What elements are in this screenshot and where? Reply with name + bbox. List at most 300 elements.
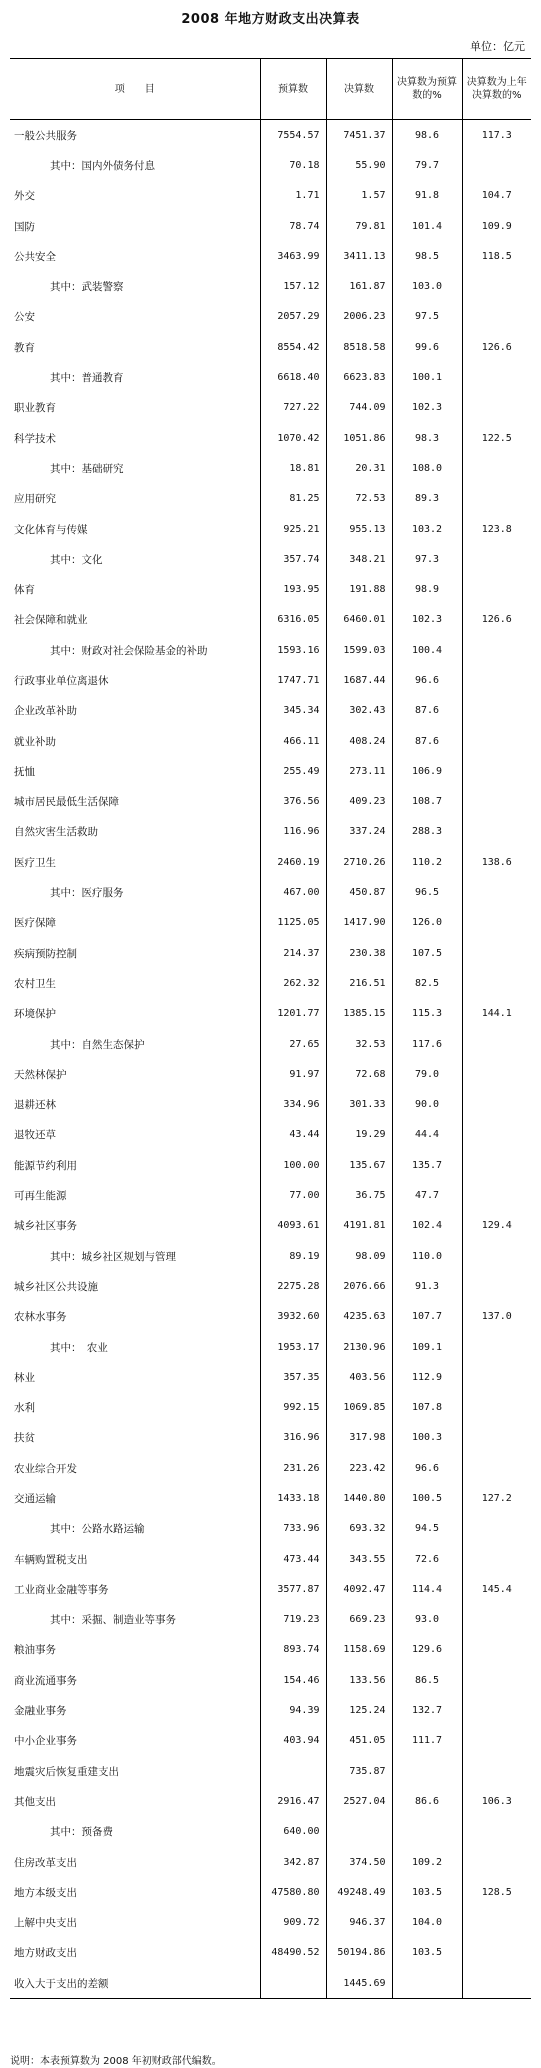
- row-ratio-prev: [462, 1029, 531, 1059]
- row-final-value: 317.98: [326, 1423, 392, 1453]
- table-row: [10, 635, 531, 665]
- table-row: [10, 514, 531, 544]
- row-budget-value: 214.37: [260, 938, 326, 968]
- row-final-value: 343.55: [326, 1544, 392, 1574]
- row-ratio-budget: 108.0: [392, 453, 462, 483]
- row-budget-value: 255.49: [260, 756, 326, 786]
- row-item-label: 能源节约利用: [14, 1159, 77, 1172]
- row-final-value: 337.24: [326, 817, 392, 847]
- row-final-value: 744.09: [326, 393, 392, 423]
- row-final-value: 1.57: [326, 181, 392, 211]
- row-final-value: 32.53: [326, 1029, 392, 1059]
- row-ratio-budget: 288.3: [392, 817, 462, 847]
- row-budget-value: 473.44: [260, 1544, 326, 1574]
- row-item-label: 其中：基础研究: [50, 462, 124, 475]
- table-row: [10, 271, 531, 301]
- row-final-value: 230.38: [326, 938, 392, 968]
- row-ratio-budget: 117.6: [392, 1029, 462, 1059]
- row-final-value: 301.33: [326, 1090, 392, 1120]
- row-ratio-prev: [462, 1938, 531, 1968]
- table-row: [10, 1726, 531, 1756]
- row-ratio-prev: [462, 665, 531, 695]
- row-ratio-prev: [462, 1180, 531, 1210]
- row-ratio-budget: 96.6: [392, 665, 462, 695]
- row-ratio-budget: 103.5: [392, 1877, 462, 1907]
- row-budget-value: 909.72: [260, 1908, 326, 1938]
- header-budget: 预算数: [260, 59, 326, 120]
- row-ratio-budget: 89.3: [392, 484, 462, 514]
- row-budget-value: 3463.99: [260, 241, 326, 271]
- table-row: [10, 1483, 531, 1513]
- row-ratio-budget: 107.5: [392, 938, 462, 968]
- row-item-label: 医疗卫生: [14, 856, 56, 869]
- row-ratio-budget: 129.6: [392, 1635, 462, 1665]
- row-ratio-prev: [462, 484, 531, 514]
- row-final-value: 955.13: [326, 514, 392, 544]
- row-ratio-prev: [462, 453, 531, 483]
- table-row: [10, 1271, 531, 1301]
- row-item-label: 自然灾害生活救助: [14, 826, 98, 839]
- row-ratio-prev: [462, 1241, 531, 1271]
- row-item-label: 城市居民最低生活保障: [14, 796, 119, 809]
- row-ratio-budget: [392, 1817, 462, 1847]
- row-ratio-prev: [462, 726, 531, 756]
- row-budget-value: 94.39: [260, 1695, 326, 1725]
- row-budget-value: 342.87: [260, 1847, 326, 1877]
- row-final-value: 161.87: [326, 271, 392, 301]
- table-row: [10, 605, 531, 635]
- row-budget-value: 77.00: [260, 1180, 326, 1210]
- row-ratio-prev: [462, 1544, 531, 1574]
- row-ratio-prev: 126.6: [462, 605, 531, 635]
- table-row: [10, 1150, 531, 1180]
- row-ratio-prev: [462, 362, 531, 392]
- table-row: [10, 1574, 531, 1604]
- row-item-label: 抚恤: [14, 765, 35, 778]
- row-item-label: 城乡社区事务: [14, 1220, 77, 1233]
- table-row: [10, 1938, 531, 1968]
- row-item-label: 地方本级支出: [14, 1886, 77, 1899]
- row-ratio-budget: 126.0: [392, 908, 462, 938]
- table-row: [10, 1029, 531, 1059]
- row-item-label: 其中：公路水路运输: [50, 1523, 145, 1536]
- row-final-value: 133.56: [326, 1665, 392, 1695]
- table-header-row: [10, 59, 531, 120]
- row-budget-value: 1125.05: [260, 908, 326, 938]
- table-row: [10, 302, 531, 332]
- table-row: [10, 1908, 531, 1938]
- row-ratio-prev: 144.1: [462, 999, 531, 1029]
- row-ratio-budget: 98.3: [392, 423, 462, 453]
- row-budget-value: 4093.61: [260, 1211, 326, 1241]
- table-row: [10, 1544, 531, 1574]
- row-item-label: 交通运输: [14, 1493, 56, 1505]
- row-ratio-prev: [462, 968, 531, 998]
- row-ratio-budget: 100.3: [392, 1423, 462, 1453]
- row-budget-value: 893.74: [260, 1635, 326, 1665]
- row-final-value: 451.05: [326, 1726, 392, 1756]
- row-ratio-prev: [462, 1908, 531, 1938]
- header-item: 项 目: [10, 59, 260, 120]
- row-budget-value: 2275.28: [260, 1271, 326, 1301]
- row-budget-value: 376.56: [260, 787, 326, 817]
- expenditure-table: [10, 58, 531, 1999]
- row-ratio-budget: 79.7: [392, 150, 462, 180]
- row-item-label: 地方财政支出: [14, 1947, 77, 1960]
- row-final-value: 4235.63: [326, 1302, 392, 1332]
- table-row: [10, 181, 531, 211]
- row-budget-value: 262.32: [260, 968, 326, 998]
- table-row: [10, 877, 531, 907]
- row-budget-value: 47580.80: [260, 1877, 326, 1907]
- row-ratio-budget: 111.7: [392, 1726, 462, 1756]
- row-ratio-budget: 110.2: [392, 847, 462, 877]
- row-ratio-budget: 44.4: [392, 1120, 462, 1150]
- row-budget-value: [260, 1968, 326, 1999]
- row-item-label: 中小企业事务: [14, 1735, 77, 1748]
- row-ratio-prev: 109.9: [462, 211, 531, 241]
- row-ratio-budget: 98.5: [392, 241, 462, 271]
- row-item-label: 其中：预备费: [50, 1826, 113, 1839]
- row-item-label: 教育: [14, 341, 35, 354]
- table-row: [10, 1211, 531, 1241]
- row-budget-value: 91.97: [260, 1059, 326, 1089]
- row-ratio-prev: 118.5: [462, 241, 531, 271]
- row-item-label: 工业商业金融等事务: [14, 1583, 109, 1596]
- row-budget-value: 1747.71: [260, 665, 326, 695]
- row-ratio-budget: [392, 1968, 462, 1999]
- row-final-value: 7451.37: [326, 120, 392, 151]
- row-item-label: 水利: [14, 1402, 35, 1415]
- row-ratio-budget: 79.0: [392, 1059, 462, 1089]
- row-item-label: 职业教育: [14, 402, 56, 415]
- row-budget-value: 193.95: [260, 574, 326, 604]
- row-item-label: 环境保护: [14, 1008, 56, 1021]
- row-final-value: 2130.96: [326, 1332, 392, 1362]
- table-row: [10, 1362, 531, 1392]
- row-item-label: 公共安全: [14, 250, 56, 263]
- table-row: [10, 332, 531, 362]
- row-item-label: 林业: [14, 1371, 35, 1384]
- row-final-value: 1417.90: [326, 908, 392, 938]
- table-row: [10, 1695, 531, 1725]
- row-ratio-budget: 107.8: [392, 1392, 462, 1422]
- row-final-value: 72.53: [326, 484, 392, 514]
- row-item-label: 外交: [14, 190, 35, 203]
- row-ratio-budget: 97.3: [392, 544, 462, 574]
- row-ratio-budget: 93.0: [392, 1605, 462, 1635]
- row-budget-value: 733.96: [260, 1514, 326, 1544]
- table-row: [10, 817, 531, 847]
- row-final-value: 669.23: [326, 1605, 392, 1635]
- row-budget-value: 231.26: [260, 1453, 326, 1483]
- row-final-value: 125.24: [326, 1695, 392, 1725]
- row-ratio-prev: 145.4: [462, 1574, 531, 1604]
- row-item-label: 商业流通事务: [14, 1674, 77, 1687]
- row-ratio-prev: 128.5: [462, 1877, 531, 1907]
- row-final-value: 6460.01: [326, 605, 392, 635]
- row-ratio-prev: 122.5: [462, 423, 531, 453]
- row-ratio-budget: 100.4: [392, 635, 462, 665]
- row-ratio-budget: 101.4: [392, 211, 462, 241]
- row-ratio-prev: [462, 1059, 531, 1089]
- row-ratio-budget: 97.5: [392, 302, 462, 332]
- row-ratio-prev: 129.4: [462, 1211, 531, 1241]
- row-ratio-budget: 90.0: [392, 1090, 462, 1120]
- row-ratio-prev: [462, 1090, 531, 1120]
- row-item-label: 住房改革支出: [14, 1856, 77, 1869]
- row-item-label: 粮油事务: [14, 1644, 56, 1657]
- row-ratio-prev: [462, 1514, 531, 1544]
- row-ratio-budget: 102.4: [392, 1211, 462, 1241]
- row-final-value: 4092.47: [326, 1574, 392, 1604]
- row-final-value: 403.56: [326, 1362, 392, 1392]
- table-row: [10, 1392, 531, 1422]
- row-ratio-budget: 100.5: [392, 1483, 462, 1513]
- table-row: [10, 665, 531, 695]
- table-row: [10, 1120, 531, 1150]
- row-item-label: 其中：城乡社区规划与管理: [50, 1250, 176, 1263]
- table-row: [10, 696, 531, 726]
- row-item-label: 其中：自然生态保护: [50, 1038, 145, 1051]
- row-ratio-prev: [462, 696, 531, 726]
- row-budget-value: [260, 1756, 326, 1786]
- row-budget-value: 334.96: [260, 1090, 326, 1120]
- table-row: [10, 423, 531, 453]
- row-item-label: 一般公共服务: [14, 129, 77, 142]
- header-ratio-prev: 决算数为上年决算数的%: [462, 59, 531, 120]
- row-ratio-prev: [462, 1847, 531, 1877]
- table-row: [10, 211, 531, 241]
- row-ratio-prev: [462, 150, 531, 180]
- row-ratio-budget: 86.6: [392, 1786, 462, 1816]
- row-final-value: 1385.15: [326, 999, 392, 1029]
- row-budget-value: 2057.29: [260, 302, 326, 332]
- row-item-label: 企业改革补助: [14, 705, 77, 718]
- row-final-value: 98.09: [326, 1241, 392, 1271]
- row-item-label: 其中：国内外债务付息: [50, 159, 155, 172]
- table-row: [10, 1877, 531, 1907]
- row-ratio-prev: [462, 635, 531, 665]
- row-ratio-prev: [462, 1817, 531, 1847]
- table-row: [10, 574, 531, 604]
- row-budget-value: 18.81: [260, 453, 326, 483]
- table-row: [10, 484, 531, 514]
- row-ratio-prev: [462, 1695, 531, 1725]
- row-item-label: 体育: [14, 584, 35, 597]
- row-final-value: 1158.69: [326, 1635, 392, 1665]
- row-budget-value: 357.74: [260, 544, 326, 574]
- table-row: [10, 1756, 531, 1786]
- row-ratio-prev: [462, 1271, 531, 1301]
- table-row: [10, 120, 531, 151]
- row-ratio-prev: [462, 1453, 531, 1483]
- row-ratio-budget: 94.5: [392, 1514, 462, 1544]
- row-item-label: 其中：财政对社会保险基金的补助: [50, 644, 208, 657]
- row-budget-value: 116.96: [260, 817, 326, 847]
- row-ratio-budget: 82.5: [392, 968, 462, 998]
- row-final-value: 19.29: [326, 1120, 392, 1150]
- row-final-value: 450.87: [326, 877, 392, 907]
- row-ratio-prev: [462, 1423, 531, 1453]
- table-row: [10, 362, 531, 392]
- row-final-value: 735.87: [326, 1756, 392, 1786]
- row-ratio-budget: 110.0: [392, 1241, 462, 1271]
- row-ratio-budget: 115.3: [392, 999, 462, 1029]
- row-budget-value: 157.12: [260, 271, 326, 301]
- row-final-value: 4191.81: [326, 1211, 392, 1241]
- row-budget-value: 1433.18: [260, 1483, 326, 1513]
- row-item-label: 城乡社区公共设施: [14, 1280, 98, 1293]
- row-final-value: 72.68: [326, 1059, 392, 1089]
- row-ratio-prev: [462, 393, 531, 423]
- table-row: [10, 1241, 531, 1271]
- row-item-label: 国防: [14, 220, 35, 233]
- row-final-value: 408.24: [326, 726, 392, 756]
- table-row: [10, 1514, 531, 1544]
- row-ratio-prev: [462, 1120, 531, 1150]
- table-row: [10, 938, 531, 968]
- row-ratio-prev: [462, 1635, 531, 1665]
- row-final-value: 348.21: [326, 544, 392, 574]
- row-final-value: 50194.86: [326, 1938, 392, 1968]
- table-row: [10, 756, 531, 786]
- row-item-label: 疾病预防控制: [14, 947, 77, 960]
- row-final-value: 216.51: [326, 968, 392, 998]
- row-budget-value: 925.21: [260, 514, 326, 544]
- row-ratio-prev: 104.7: [462, 181, 531, 211]
- row-final-value: 302.43: [326, 696, 392, 726]
- row-ratio-prev: 106.3: [462, 1786, 531, 1816]
- row-budget-value: 81.25: [260, 484, 326, 514]
- table-row: [10, 1605, 531, 1635]
- row-final-value: 36.75: [326, 1180, 392, 1210]
- row-budget-value: 992.15: [260, 1392, 326, 1422]
- row-ratio-prev: [462, 1756, 531, 1786]
- row-ratio-budget: 108.7: [392, 787, 462, 817]
- row-item-label: 社会保障和就业: [14, 614, 88, 627]
- page-title: 2008 年地方财政支出决算表: [181, 12, 360, 27]
- row-ratio-prev: [462, 908, 531, 938]
- table-row: [10, 968, 531, 998]
- row-ratio-budget: 114.4: [392, 1574, 462, 1604]
- row-ratio-budget: 98.9: [392, 574, 462, 604]
- row-ratio-budget: 86.5: [392, 1665, 462, 1695]
- row-item-label: 文化体育与传媒: [14, 523, 88, 536]
- row-ratio-budget: 87.6: [392, 726, 462, 756]
- row-ratio-prev: [462, 817, 531, 847]
- row-item-label: 医疗保障: [14, 917, 56, 930]
- row-final-value: 1445.69: [326, 1968, 392, 1999]
- row-item-label: 公安: [14, 311, 35, 324]
- row-ratio-budget: 102.3: [392, 393, 462, 423]
- row-item-label: 行政事业单位离退休: [14, 674, 109, 687]
- row-final-value: [326, 1817, 392, 1847]
- table-row: [10, 1786, 531, 1816]
- row-final-value: 191.88: [326, 574, 392, 604]
- table-row: [10, 1817, 531, 1847]
- row-ratio-prev: [462, 787, 531, 817]
- row-ratio-prev: [462, 1605, 531, 1635]
- row-budget-value: 89.19: [260, 1241, 326, 1271]
- header-ratio-budget: 决算数为预算数的%: [392, 59, 462, 120]
- row-ratio-prev: [462, 1665, 531, 1695]
- row-ratio-budget: 132.7: [392, 1695, 462, 1725]
- row-budget-value: 3577.87: [260, 1574, 326, 1604]
- row-budget-value: 100.00: [260, 1150, 326, 1180]
- row-ratio-prev: [462, 271, 531, 301]
- row-budget-value: 8554.42: [260, 332, 326, 362]
- table-row: [10, 1665, 531, 1695]
- row-item-label: 农业综合开发: [14, 1462, 77, 1475]
- table-row: [10, 1090, 531, 1120]
- row-budget-value: 78.74: [260, 211, 326, 241]
- row-ratio-prev: 137.0: [462, 1302, 531, 1332]
- row-final-value: 1599.03: [326, 635, 392, 665]
- row-budget-value: 1593.16: [260, 635, 326, 665]
- row-item-label: 其中： 农业: [50, 1341, 108, 1354]
- row-ratio-budget: 72.6: [392, 1544, 462, 1574]
- row-ratio-budget: 109.1: [392, 1332, 462, 1362]
- row-ratio-prev: [462, 1150, 531, 1180]
- row-final-value: 1069.85: [326, 1392, 392, 1422]
- row-ratio-prev: 123.8: [462, 514, 531, 544]
- row-final-value: 374.50: [326, 1847, 392, 1877]
- row-ratio-prev: [462, 302, 531, 332]
- row-item-label: 车辆购置税支出: [14, 1553, 88, 1566]
- row-final-value: 3411.13: [326, 241, 392, 271]
- row-budget-value: 345.34: [260, 696, 326, 726]
- row-ratio-budget: 104.0: [392, 1908, 462, 1938]
- row-ratio-budget: 107.7: [392, 1302, 462, 1332]
- row-item-label: 就业补助: [14, 735, 56, 748]
- row-ratio-prev: 126.6: [462, 332, 531, 362]
- row-item-label: 退牧还草: [14, 1129, 56, 1142]
- row-ratio-prev: 138.6: [462, 847, 531, 877]
- row-budget-value: 403.94: [260, 1726, 326, 1756]
- table-row: [10, 1635, 531, 1665]
- row-budget-value: 1201.77: [260, 999, 326, 1029]
- row-ratio-budget: 102.3: [392, 605, 462, 635]
- footnote: 说明：本表预算数为 2008 年初财政部代编数。: [10, 2056, 222, 2067]
- row-budget-value: 3932.60: [260, 1302, 326, 1332]
- row-ratio-prev: [462, 544, 531, 574]
- table-row: [10, 1059, 531, 1089]
- row-budget-value: 1953.17: [260, 1332, 326, 1362]
- table-row: [10, 908, 531, 938]
- row-budget-value: 727.22: [260, 393, 326, 423]
- table-row: [10, 999, 531, 1029]
- row-budget-value: 6316.05: [260, 605, 326, 635]
- row-budget-value: 6618.40: [260, 362, 326, 392]
- row-ratio-budget: 100.1: [392, 362, 462, 392]
- row-ratio-prev: [462, 1392, 531, 1422]
- table-row: [10, 1332, 531, 1362]
- row-budget-value: 1070.42: [260, 423, 326, 453]
- row-item-label: 科学技术: [14, 432, 56, 445]
- row-final-value: 2527.04: [326, 1786, 392, 1816]
- row-ratio-prev: [462, 1362, 531, 1392]
- row-item-label: 其中：采掘、制造业等事务: [50, 1614, 176, 1627]
- row-budget-value: 640.00: [260, 1817, 326, 1847]
- row-ratio-budget: [392, 1756, 462, 1786]
- row-ratio-budget: 135.7: [392, 1150, 462, 1180]
- row-ratio-budget: 103.2: [392, 514, 462, 544]
- unit-label: 单位：亿元: [470, 40, 525, 53]
- header-final: 决算数: [326, 59, 392, 120]
- row-ratio-prev: 117.3: [462, 120, 531, 151]
- row-ratio-prev: [462, 938, 531, 968]
